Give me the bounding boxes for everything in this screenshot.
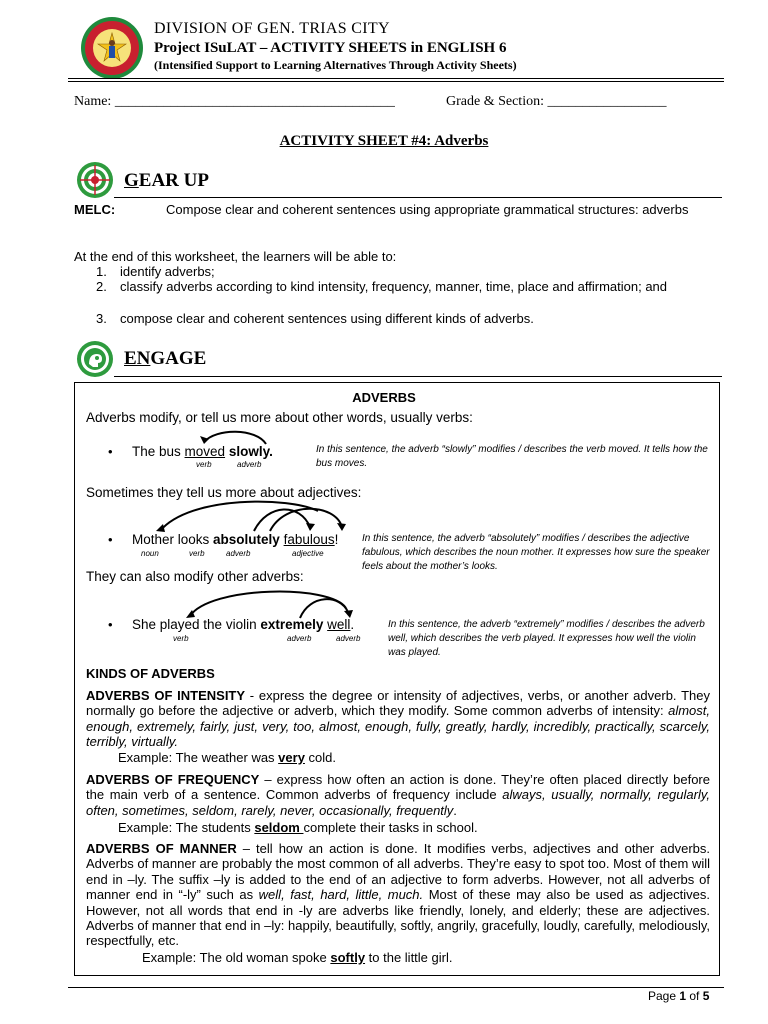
page-current: 1 <box>679 989 687 1003</box>
frequency-example-word: seldom <box>254 820 304 835</box>
division-name: DIVISION OF GEN. TRIAS CITY <box>154 20 390 37</box>
ex3-adverb-2: well <box>327 617 351 632</box>
grade-blank: _________________ <box>547 94 667 109</box>
project-subtitle: (Intensified Support to Learning Alternatives Through Activity Sheets) <box>154 58 517 72</box>
ex1-adverb: slowly. <box>228 444 273 459</box>
kinds-of-adverbs-heading: KINDS OF ADVERBS <box>86 666 215 681</box>
gear-up-rule <box>114 197 722 198</box>
ex1-verb: moved <box>184 444 226 459</box>
manner-body-2: Most of these may also be used as adjectives. However, not all words that end in -ly are adverbs like friendly, lonely, and elderly; these are adjectives. Adverbs of manner that end in –ly: happily, beautifully, softly, angrily, gracefully, loudly, carefully, melodiously, respectfully, etc. <box>86 887 711 949</box>
intensity-example-pre: Example: The weather was <box>118 750 279 765</box>
engage-heading-rest: GAGE <box>150 348 207 369</box>
lesson-line-3: They can also modify other adverbs: <box>86 569 304 584</box>
header-rule-2 <box>68 81 724 82</box>
tag-adverb: adverb <box>237 460 262 469</box>
bullet: • <box>108 617 113 632</box>
project-title: Project ISuLAT – ACTIVITY SHEETS in ENGLISH 6 <box>154 40 507 56</box>
gear-up-heading-rest: EAR UP <box>138 170 209 191</box>
objective-item: compose clear and coherent sentences using different kinds of adverbs. <box>120 311 534 326</box>
manner-list: well, fast, hard, little, much. <box>258 887 424 903</box>
tag-verb: verb <box>189 549 205 558</box>
manner-example-pre: Example: The old woman spoke <box>142 950 331 965</box>
ex3-pre: She played the violin <box>132 617 261 632</box>
intensity-body: - express the degree or intensity of adjectives, verbs, or another adverb. They normally go before the adjective or adverb, which they modify. Some common adverbs of intensity: <box>86 688 710 719</box>
intensity-example <box>118 750 336 765</box>
page-of-label: of <box>686 989 703 1003</box>
lesson-line-1: Adverbs modify, or tell us more about other words, usually verbs: <box>86 410 473 425</box>
name-label: Name: <box>74 94 112 109</box>
engage-heading-first: EN <box>124 348 151 369</box>
manner-body-1: – tell how an action is done. It modifies verbs, adjectives and other adverbs. Adverbs of manner are probably the most common of all adverbs. They’re easy to spot too. Most of them will end in –ly. The suffix –ly is added to the end of an adjective to form adverbs. However, not all adverbs of manner end in “-ly” such as <box>86 841 710 903</box>
bullet: • <box>108 532 113 547</box>
arrow-slowly-moved <box>196 426 286 448</box>
frequency-list: always, usually, normally, regularly, often, sometimes, seldom, rarely, never, occasionally, frequently <box>86 787 710 818</box>
grade-label: Grade & Section: <box>446 94 544 109</box>
footer-rule <box>68 987 724 988</box>
example-note-1: In this sentence, the adverb “slowly” modifies / describes the verb moved. It tells how the bus moves. <box>316 444 708 469</box>
frequency-body: – express how often an action is done. They’re often placed directly before the main verb of a sentence. Common adverbs of frequency include <box>86 772 710 803</box>
grade-section-field <box>446 94 666 110</box>
manner-paragraph <box>86 841 710 949</box>
manner-example <box>142 950 452 965</box>
frequency-example <box>118 820 478 835</box>
engage-icon <box>76 340 114 383</box>
ex3-adverb: extremely <box>260 617 324 632</box>
intensity-heading: ADVERBS OF INTENSITY <box>86 688 246 703</box>
tag-adverb: adverb <box>287 634 312 643</box>
example-sentence-3 <box>132 617 354 632</box>
intensity-example-word: very <box>278 750 305 765</box>
tag-adverb: adverb <box>336 634 361 643</box>
intensity-paragraph <box>86 688 710 750</box>
frequency-example-pre: Example: The students <box>118 820 255 835</box>
tag-verb: verb <box>196 460 212 469</box>
ex2-adjective: fabulous <box>283 532 335 547</box>
intensity-example-post: cold. <box>304 750 336 765</box>
objective-number: 1. <box>96 264 107 279</box>
ex2-pre: Mother looks <box>132 532 214 547</box>
engage-heading <box>124 348 206 370</box>
page-total: 5 <box>702 989 710 1003</box>
objectives-intro: At the end of this worksheet, the learners will be able to: <box>74 249 397 264</box>
melc-text: Compose clear and coherent sentences using appropriate grammatical structures: adverbs <box>166 202 689 217</box>
adverbs-box-title: ADVERBS <box>352 390 416 405</box>
ex1-pre: The bus <box>132 444 185 459</box>
ex2-post: ! <box>334 532 339 547</box>
example-sentence-2 <box>132 532 338 547</box>
tag-noun: noun <box>141 549 159 558</box>
ex2-adverb: absolutely <box>213 532 280 547</box>
objective-number: 3. <box>96 311 107 326</box>
tag-verb: verb <box>173 634 189 643</box>
melc-label: MELC: <box>74 202 116 217</box>
bullet: • <box>108 444 113 459</box>
engage-rule <box>114 376 722 377</box>
frequency-end: . <box>453 802 457 818</box>
frequency-example-post: complete their tasks in school. <box>303 820 478 835</box>
name-field <box>74 94 395 110</box>
example-note-3: In this sentence, the adverb “extremely” modifies / describes the adverb well, which describes the verb played. It expresses how well the violin was played. <box>388 619 705 658</box>
tag-adverb: adverb <box>226 549 251 558</box>
frequency-paragraph <box>86 772 710 818</box>
lesson-line-2: Sometimes they tell us more about adjectives: <box>86 485 362 500</box>
gear-up-heading <box>124 170 209 192</box>
intensity-list: almost, enough, extremely, fairly, just, very, too, almost, enough, fully, greatly, hardly, incredibly, practically, scarcely, terribly, virtually. <box>86 703 710 750</box>
ex3-post: . <box>350 617 355 632</box>
arrows-absolutely <box>130 497 360 537</box>
manner-example-word: softly <box>330 950 366 965</box>
tag-adjective: adjective <box>292 549 324 558</box>
objective-item: classify adverbs according to kind intensity, frequency, manner, time, place and affirmation; and <box>120 279 668 294</box>
activity-sheet-title: ACTIVITY SHEET #4: Adverbs <box>279 133 489 149</box>
page-label: Page <box>648 989 680 1003</box>
target-icon <box>76 161 114 204</box>
example-note-2: In this sentence, the adverb “absolutely” modifies / describes the adjective fabulous, which describes the noun mother. It expresses how sure the speaker feels about the mother’s looks. <box>362 533 710 572</box>
manner-example-post: to the little girl. <box>365 950 453 965</box>
gear-up-heading-first: G <box>124 170 139 191</box>
objective-number: 2. <box>96 279 107 294</box>
name-blank: ________________________________________ <box>114 94 395 109</box>
page-number <box>648 989 709 1003</box>
header-rule <box>68 78 724 79</box>
frequency-heading: ADVERBS OF FREQUENCY <box>86 772 260 787</box>
objective-item: identify adverbs; <box>120 264 215 279</box>
division-seal-logo <box>80 16 144 80</box>
manner-heading: ADVERBS OF MANNER <box>86 841 237 856</box>
